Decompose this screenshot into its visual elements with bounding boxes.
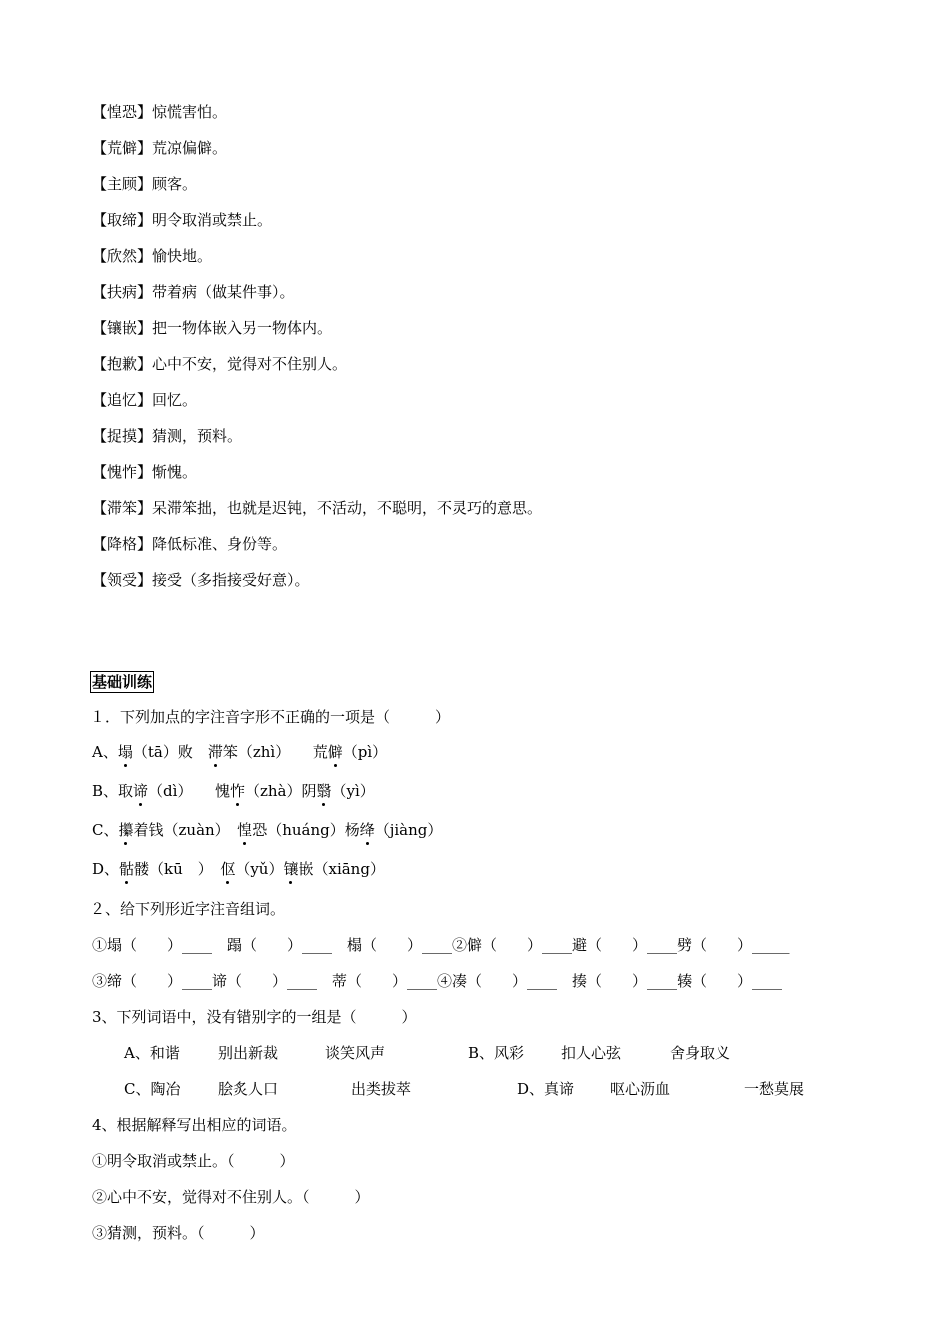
vocab-word: 【捉摸】 — [92, 427, 153, 445]
q3-option-b-word3: 舍身取义 — [670, 1044, 731, 1062]
vocab-definition: 猜测，预料。 — [152, 427, 243, 445]
vocab-word: 【取缔】 — [92, 211, 153, 229]
vocab-word: 【荒僻】 — [92, 139, 153, 157]
q2-stem: ２、给下列形近字注音组词。 — [90, 900, 286, 918]
vocab-item — [92, 390, 197, 410]
q3-option-b-word2: 扣人心弦 — [561, 1044, 622, 1062]
q3-option-a-word3: 谈笑风声 — [325, 1044, 386, 1062]
vocab-item — [92, 282, 295, 302]
vocab-word: 【愧怍】 — [92, 463, 153, 481]
q3-stem: 3、下列词语中，没有错别字的一组是（ ） — [92, 1008, 417, 1026]
vocab-item — [92, 534, 287, 554]
vocab-item — [92, 318, 332, 338]
vocab-definition: 顾客。 — [152, 175, 198, 193]
vocab-word: 【欣然】 — [92, 247, 153, 265]
q3-option-a-word2: 别出新裁 — [218, 1044, 279, 1062]
q4-item-2: ②心中不安，觉得对不住别人。（ ） — [92, 1188, 370, 1206]
vocab-item — [92, 210, 272, 230]
vocab-item — [92, 498, 542, 518]
vocab-item — [92, 138, 227, 158]
vocab-item — [92, 102, 227, 122]
q3-option-c-word3: 出类拔萃 — [351, 1080, 412, 1098]
q4-stem: 4、根据解释写出相应的词语。 — [92, 1116, 297, 1134]
q3-option-c-word1: C、陶冶 — [124, 1080, 181, 1098]
vocab-item — [92, 570, 310, 590]
vocab-definition: 荒凉偏僻。 — [152, 139, 228, 157]
vocab-definition: 愉快地。 — [152, 247, 213, 265]
q3-option-c-word2: 脍炙人口 — [218, 1080, 279, 1098]
q1-option-a: A、塌（tā）败 滞笨（zhì） 荒僻（pì） — [92, 743, 388, 761]
vocab-word: 【主顾】 — [92, 175, 153, 193]
q2-row-1: ①塌（ ）____ 蹋（ ）____ 榻（ ）____②僻（ ）____避（ ）____劈（ ）_____ — [92, 936, 790, 954]
vocab-definition: 回忆。 — [152, 391, 198, 409]
vocab-definition: 接受（多指接受好意）。 — [152, 571, 310, 589]
q3-option-d-word2: 呕心沥血 — [610, 1080, 671, 1098]
vocab-definition: 呆滞笨拙，也就是迟钝，不活动，不聪明，不灵巧的意思。 — [152, 499, 543, 517]
q1-option-c: C、攥着钱（zuàn） 惶恐（huáng）杨绛（jiàng） — [92, 821, 443, 839]
vocab-word: 【抱歉】 — [92, 355, 153, 373]
q3-option-a-word1: A、和谐 — [124, 1044, 180, 1062]
q4-item-3: ③猜测，预料。（ ） — [92, 1224, 265, 1242]
vocab-item — [92, 174, 197, 194]
vocab-word: 【领受】 — [92, 571, 153, 589]
vocab-definition: 带着病（做某件事）。 — [152, 283, 295, 301]
vocab-definition: 把一物体嵌入另一物体内。 — [152, 319, 333, 337]
vocab-definition: 惊慌害怕。 — [152, 103, 228, 121]
q3-option-d-word3: 一愁莫展 — [744, 1080, 805, 1098]
vocab-definition: 明令取消或禁止。 — [152, 211, 273, 229]
vocab-definition: 心中不安，觉得对不住别人。 — [152, 355, 348, 373]
section-title: 基础训练 — [92, 673, 153, 691]
vocab-definition: 惭愧。 — [152, 463, 198, 481]
q1-option-b: B、取谛（dì） 愧怍（zhà）阴翳（yì） — [92, 782, 375, 800]
q1-option-d: D、骷髅（kū ） 伛（yǔ）镶嵌（xiāng） — [92, 860, 385, 878]
q3-option-d-word1: D、真谛 — [517, 1080, 575, 1098]
vocab-word: 【镶嵌】 — [92, 319, 153, 337]
q4-item-1: ①明令取消或禁止。（ ） — [92, 1152, 295, 1170]
q3-option-b-word1: B、风彩 — [468, 1044, 525, 1062]
vocab-item — [92, 426, 242, 446]
vocab-definition: 降低标准、身份等。 — [152, 535, 288, 553]
vocab-word: 【追忆】 — [92, 391, 153, 409]
vocab-word: 【降格】 — [92, 535, 153, 553]
vocab-item — [92, 462, 197, 482]
vocab-word: 【扶病】 — [92, 283, 153, 301]
vocab-word: 【滞笨】 — [92, 499, 153, 517]
q2-row-2: ③缔（ ）____谛（ ）____ 蒂（ ）____④凑（ ）____ 揍（ ）____辏（ ）____ — [92, 972, 783, 990]
q1-stem: １．下列加点的字注音字形不正确的一项是（ ） — [90, 708, 451, 726]
vocab-item — [92, 354, 347, 374]
vocab-word: 【惶恐】 — [92, 103, 153, 121]
vocab-item — [92, 246, 212, 266]
